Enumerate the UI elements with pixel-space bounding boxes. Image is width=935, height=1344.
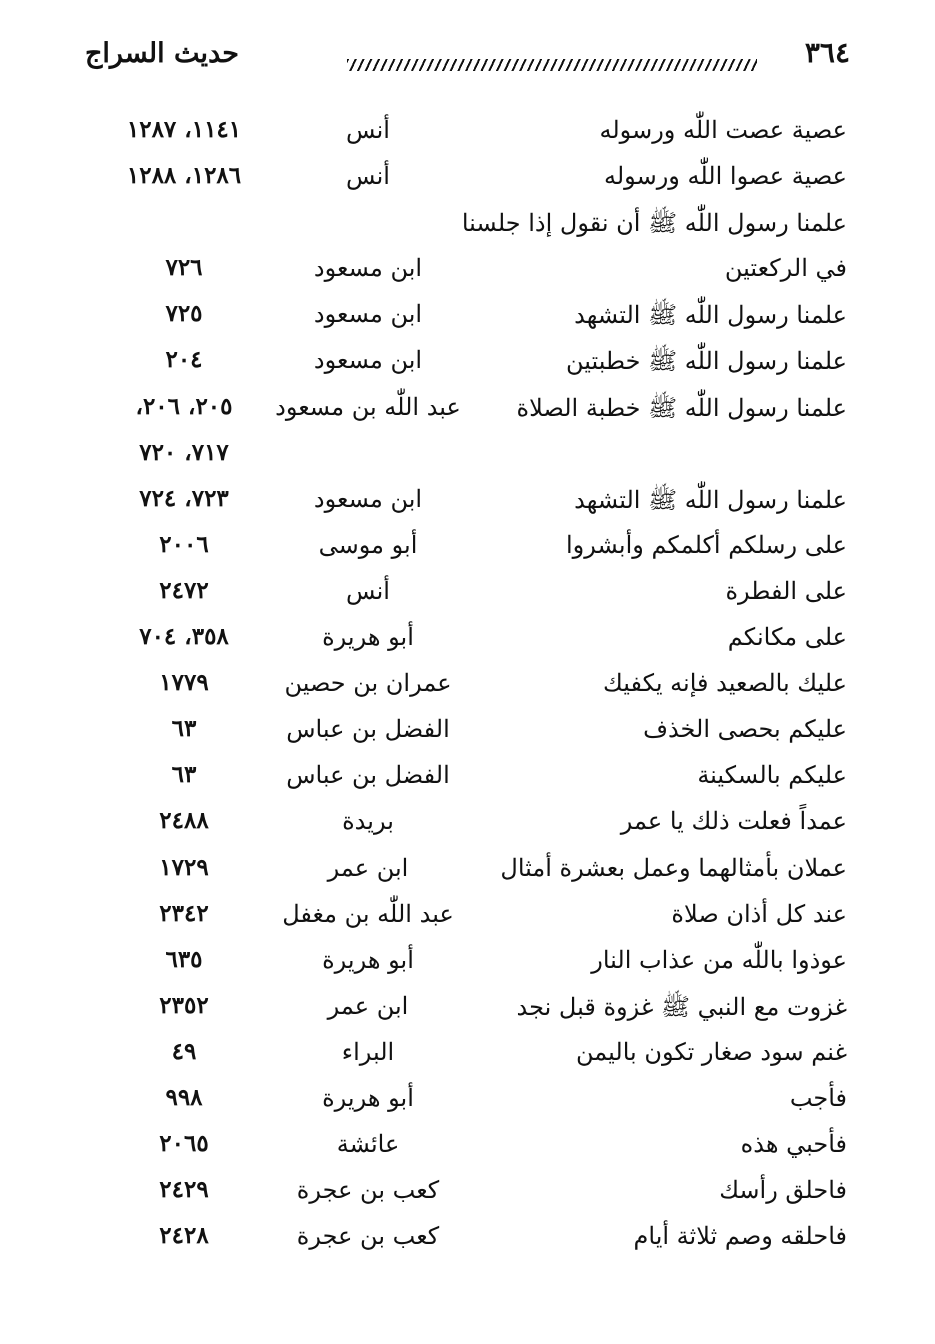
- header-rule: [347, 59, 757, 71]
- hadith-numbers: ٢٤٨٨: [159, 807, 209, 835]
- hadith-numbers: ٢٠٥، ٢٠٦،: [135, 392, 233, 420]
- index-entry: [0, 202, 935, 248]
- narrator-name: الفضل بن عباس: [286, 715, 450, 744]
- page-number: ٣٦٤: [804, 36, 850, 69]
- hadith-text: علمنا رسول اللّٰه ﷺ خطبتين: [565, 347, 847, 376]
- hadith-numbers: ٢٣٤٢: [159, 899, 209, 927]
- hadith-numbers: ٦٣٥: [165, 945, 203, 973]
- hadith-numbers: ٦٣: [171, 715, 197, 743]
- hadith-text: في الركعتين: [724, 254, 847, 283]
- narrator-name: أنس: [346, 162, 390, 191]
- index-entry: [0, 294, 935, 340]
- hadith-numbers: ٢٤٢٨: [159, 1222, 209, 1250]
- index-entry: [0, 387, 935, 433]
- index-entry: [0, 340, 935, 386]
- narrator-name: عبد اللّٰه بن مغفل: [282, 899, 454, 928]
- hadith-numbers: ٤٩: [171, 1037, 197, 1065]
- index-entry: [0, 755, 935, 801]
- hadith-numbers: ٩٩٨: [165, 1083, 203, 1111]
- narrator-name: ابن عمر: [327, 853, 409, 882]
- page-header: [85, 38, 850, 86]
- hadith-text: عملان بأمثالهما وعمل بعشرة أمثال: [500, 853, 847, 882]
- hadith-text: فاحلقه وصم ثلاثة أيام: [633, 1222, 847, 1251]
- narrator-name: أبو موسى: [318, 530, 418, 559]
- index-entry: [0, 986, 935, 1032]
- index-entry: [0, 1124, 935, 1170]
- narrator-name: ابن مسعود: [313, 484, 423, 513]
- hadith-text: علمنا رسول اللّٰه ﷺ التشهد: [574, 485, 847, 514]
- hadith-text: عليكم بالسكينة: [697, 761, 847, 790]
- hadith-text: عوذوا باللّٰه من عذاب النار: [591, 945, 847, 974]
- narrator-name: ابن عمر: [327, 991, 409, 1020]
- index-entry: [0, 1078, 935, 1124]
- index-entry: [0, 801, 935, 847]
- hadith-numbers: ١٢٨٦، ١٢٨٨: [126, 162, 242, 190]
- hadith-numbers: ١٧٧٩: [159, 669, 209, 697]
- narrator-name: ابن مسعود: [313, 300, 423, 329]
- narrator-name: عمران بن حصين: [284, 669, 452, 698]
- narrator-name: ابن مسعود: [313, 254, 423, 283]
- index-entry: [0, 709, 935, 755]
- index-entry: [0, 940, 935, 986]
- hadith-numbers: ٣٥٨، ٧٠٤: [139, 623, 229, 651]
- hadith-text: عصية عصت اللّٰه ورسوله: [599, 116, 847, 144]
- index-entry: [0, 617, 935, 663]
- narrator-name: كعب بن عجرة: [296, 1176, 440, 1205]
- hadith-numbers: ٢٣٥٢: [159, 991, 209, 1019]
- hadith-text: عليكم بحصى الخذف: [643, 715, 847, 744]
- hadith-numbers: ١٧٢٩: [159, 853, 209, 881]
- hadith-text: على مكانكم: [727, 623, 847, 652]
- hadith-numbers: ٢٠٤: [165, 346, 203, 374]
- narrator-name: أنس: [346, 116, 390, 144]
- narrator-name: أبو هريرة: [322, 623, 414, 652]
- narrator-name: أبو هريرة: [322, 945, 414, 974]
- index-entry: [0, 1170, 935, 1216]
- index-entry: [0, 1216, 935, 1262]
- hadith-text: علمنا رسول اللّٰه ﷺ التشهد: [574, 301, 847, 330]
- index-entry: [0, 663, 935, 709]
- hadith-numbers: ٢٤٧٢: [159, 576, 209, 604]
- hadith-numbers: ٢٤٢٩: [159, 1176, 209, 1204]
- hadith-text: غنم سود صغار تكون باليمن: [576, 1037, 847, 1066]
- hadith-text: فأحبي هذه: [740, 1130, 847, 1159]
- index-entries: [0, 110, 935, 1262]
- narrator-name: البراء: [341, 1037, 395, 1066]
- narrator-name: كعب بن عجرة: [296, 1222, 440, 1251]
- narrator-name: أنس: [346, 576, 390, 605]
- hadith-numbers: ٢٠٦٥: [159, 1130, 209, 1158]
- hadith-numbers: ٦٣: [171, 761, 197, 789]
- hadith-numbers: ٧٢٣، ٧٢٤: [139, 484, 229, 512]
- hadith-numbers: ٧١٧، ٧٢٠: [139, 438, 229, 466]
- narrator-name: بريدة: [342, 807, 394, 836]
- hadith-text: على الفطرة: [725, 576, 847, 605]
- book-title: حديث السراج: [85, 38, 239, 69]
- hadith-text: على رسلكم أكلمكم وأبشروا: [565, 530, 847, 559]
- index-entry: [0, 110, 935, 156]
- hadith-text: عند كل أذان صلاة: [671, 899, 847, 928]
- narrator-name: عبد اللّٰه بن مسعود: [275, 392, 461, 421]
- index-entry: [0, 571, 935, 617]
- hadith-text: عمداً فعلت ذلك يا عمر: [620, 807, 847, 836]
- hadith-numbers: ٧٢٥: [165, 300, 203, 328]
- hadith-text: علمنا رسول اللّٰه ﷺ أن نقول إذا جلسنا: [461, 209, 847, 238]
- index-entry: [0, 156, 935, 202]
- hadith-numbers: ٧٢٦: [165, 254, 203, 282]
- index-entry: [0, 248, 935, 294]
- hadith-text: غزوت مع النبي ﷺ غزوة قبل نجد: [516, 992, 847, 1021]
- hadith-text: عصية عصوا اللّٰه ورسوله: [604, 162, 847, 191]
- hadith-text: فاحلق رأسك: [719, 1176, 847, 1205]
- hadith-numbers: ٢٠٠٦: [159, 530, 209, 558]
- hadith-text: فأجب: [789, 1083, 847, 1112]
- narrator-name: أبو هريرة: [322, 1083, 414, 1112]
- index-entry: [0, 525, 935, 571]
- hadith-numbers: ١١٤١، ١٢٨٧: [126, 116, 242, 143]
- narrator-name: ابن مسعود: [313, 346, 423, 375]
- hadith-text: عليك بالصعيد فإنه يكفيك: [602, 669, 847, 698]
- index-entry: [0, 479, 935, 525]
- index-entry: [0, 848, 935, 894]
- index-entry: [0, 894, 935, 940]
- hadith-text: علمنا رسول اللّٰه ﷺ خطبة الصلاة: [516, 393, 847, 422]
- narrator-name: الفضل بن عباس: [286, 761, 450, 790]
- narrator-name: عائشة: [336, 1130, 400, 1159]
- index-entry: [0, 1032, 935, 1078]
- index-entry: [0, 433, 935, 479]
